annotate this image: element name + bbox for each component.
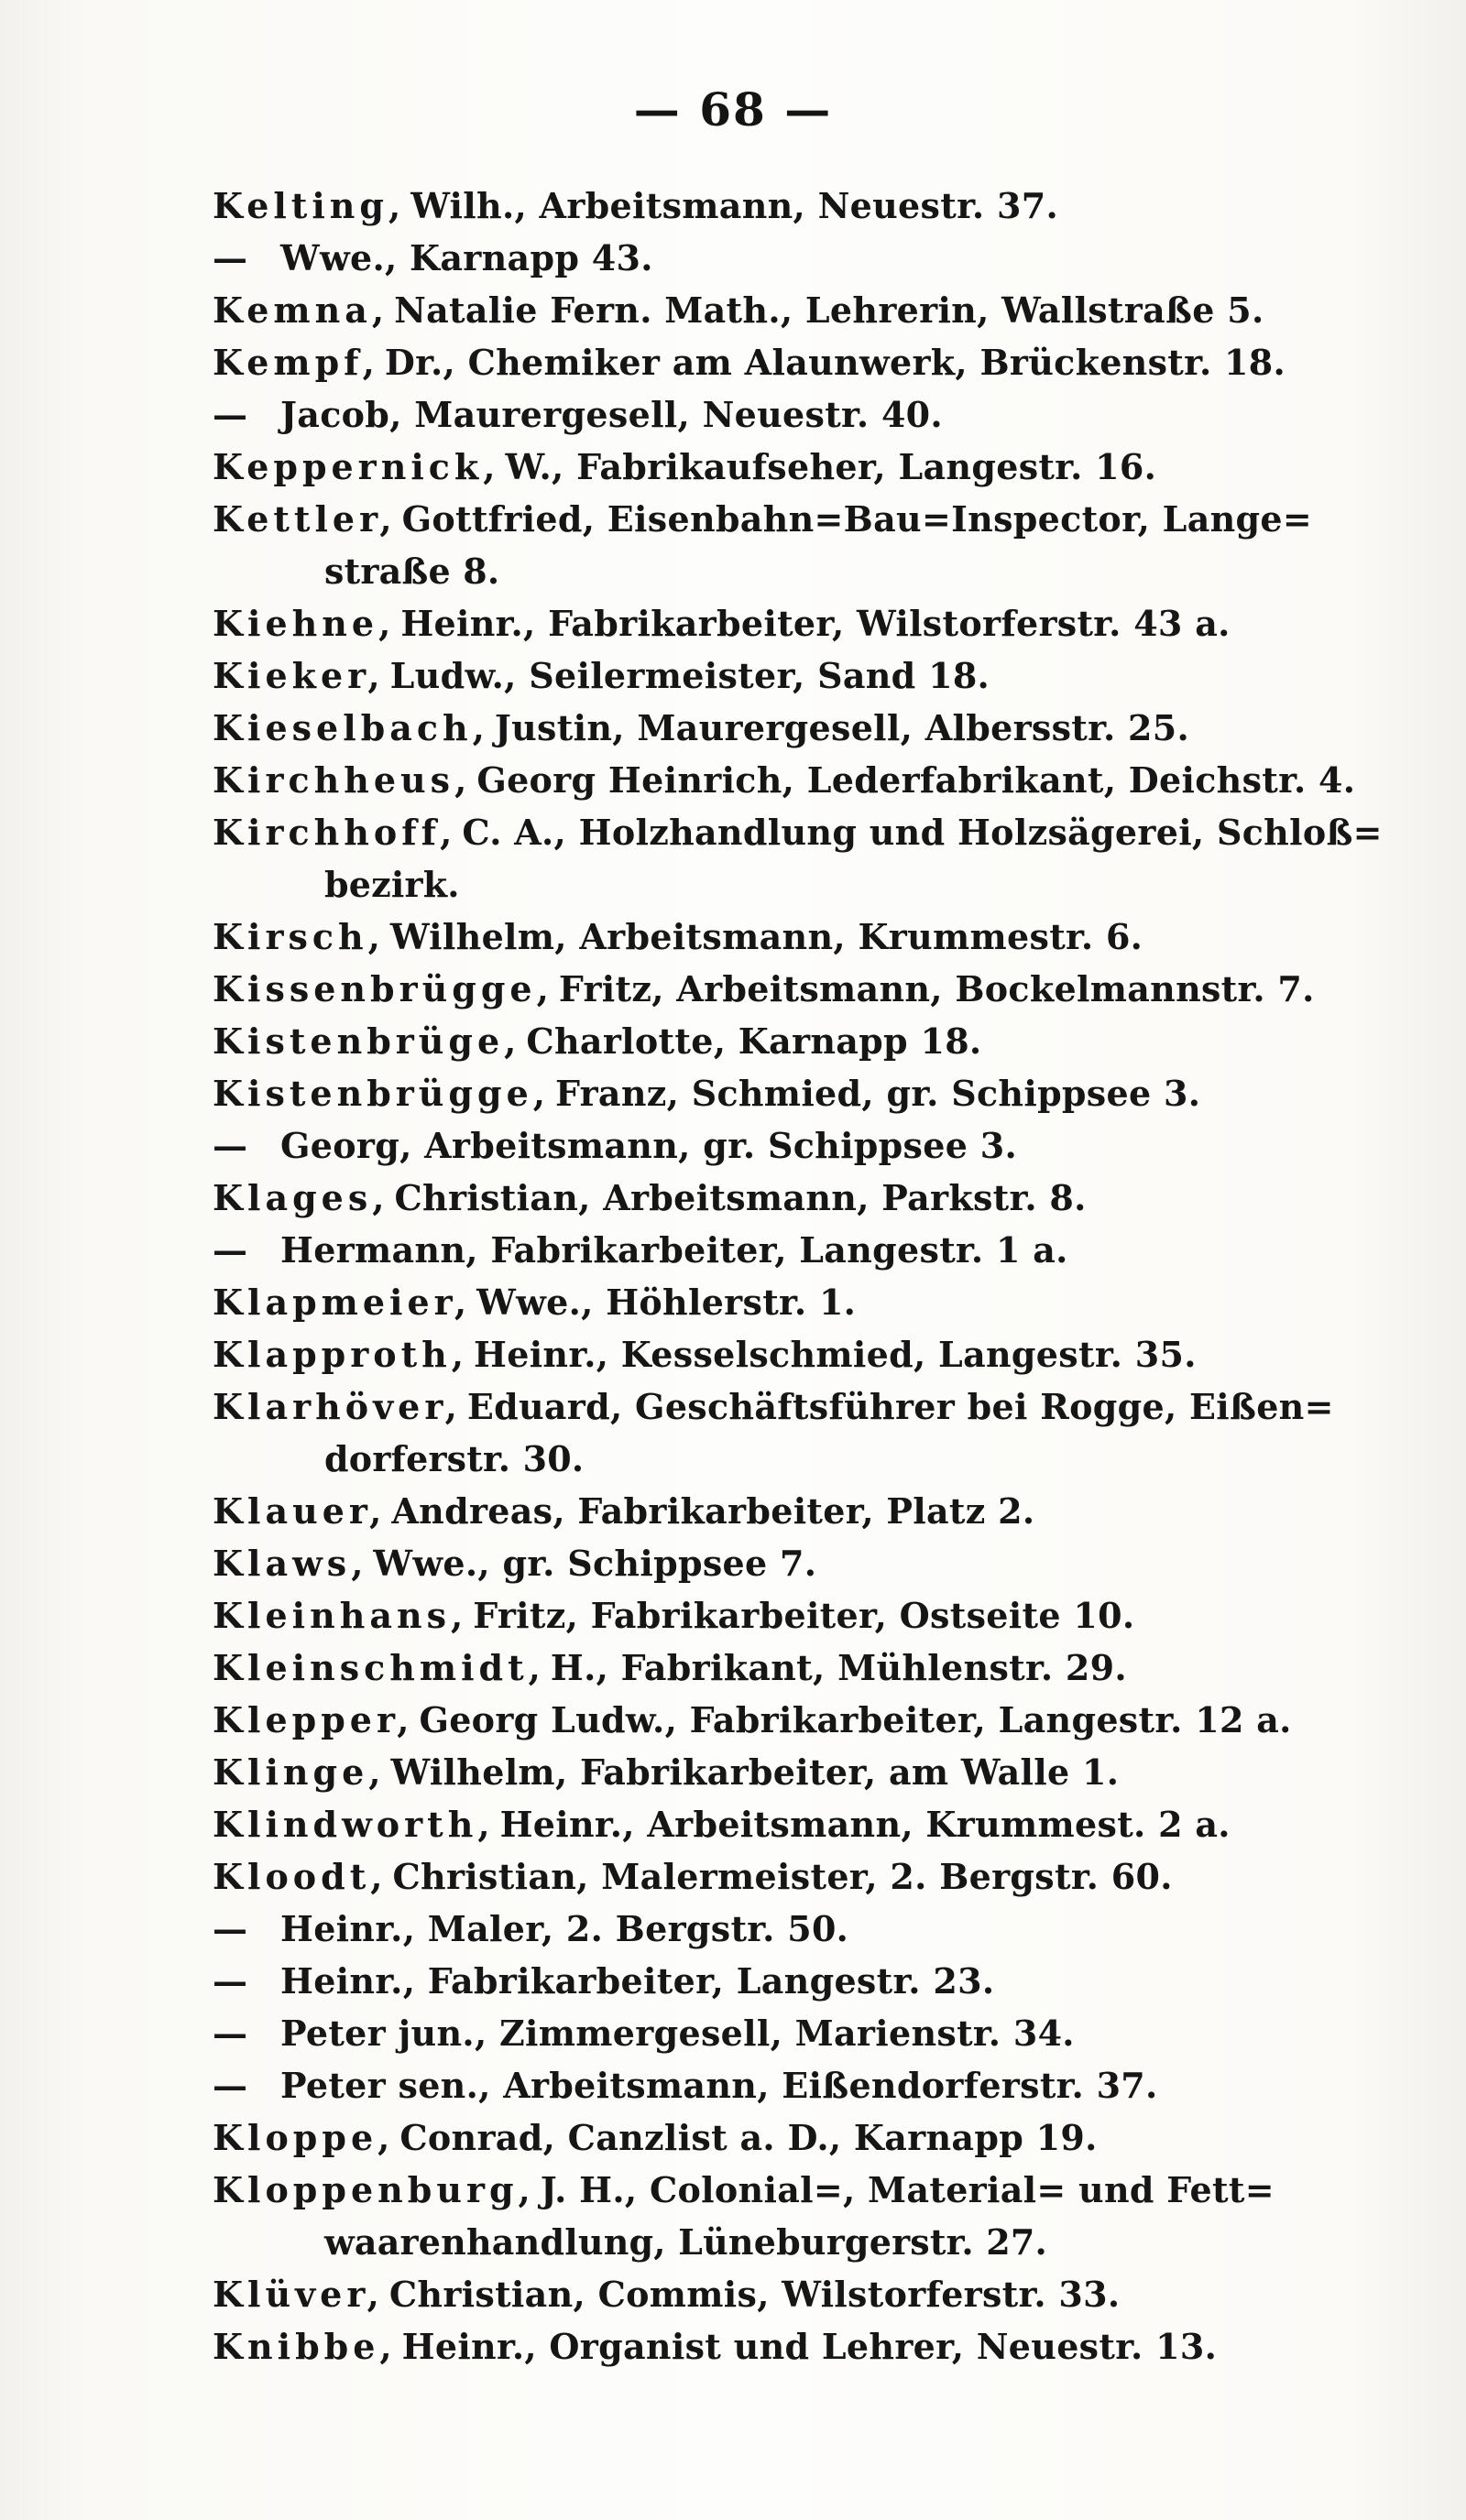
- entry-surname: Kistenbrügge,: [213, 1073, 550, 1114]
- entry-details: Wilh., Arbeitsmann, Neuestr. 37.: [410, 185, 1058, 226]
- entry-details: Heinr., Kesselschmied, Langestr. 35.: [474, 1334, 1197, 1375]
- directory-entry: [213, 1119, 1404, 1172]
- entry-surname: Kettler,: [213, 498, 397, 540]
- entry-details: Gottfried, Eisenbahn=Bau=Inspector, Lange=: [401, 498, 1313, 540]
- directory-entry: [213, 2111, 1404, 2164]
- ditto-dash: —: [213, 394, 247, 435]
- entry-details: Ludw., Seilermeister, Sand 18.: [389, 655, 990, 696]
- directory-entry: [213, 2268, 1404, 2320]
- entry-details: Peter jun., Zimmergesell, Marienstr. 34.: [280, 2013, 1075, 2054]
- entry-surname: Kistenbrüge,: [213, 1020, 521, 1062]
- ditto-dash: —: [213, 1125, 247, 1166]
- directory-entry: [213, 1015, 1404, 1067]
- ditto-dash: —: [213, 237, 247, 278]
- entry-surname: Klüver,: [213, 2274, 384, 2315]
- ditto-dash: —: [213, 2013, 247, 2054]
- entry-details: Heinr., Maler, 2. Bergstr. 50.: [280, 1908, 849, 1949]
- directory-entry: [213, 493, 1404, 597]
- directory-entry: [213, 1955, 1404, 2007]
- entry-surname: Klauer,: [213, 1490, 387, 1532]
- ditto-dash: —: [213, 1960, 247, 2002]
- directory-entry: [213, 1537, 1404, 1589]
- ditto-dash: —: [213, 2065, 247, 2106]
- entry-surname: Kleinhans,: [213, 1595, 468, 1636]
- entry-details: Eduard, Geschäftsführer bei Rogge, Eißen=: [466, 1386, 1334, 1427]
- directory-entry: [213, 963, 1404, 1015]
- entry-details: W., Fabrikaufseher, Langestr. 16.: [505, 446, 1157, 487]
- directory-entry: [213, 1694, 1404, 1746]
- entry-surname: Klaws,: [213, 1543, 368, 1584]
- entry-details: Fritz, Arbeitsmann, Bockelmannstr. 7.: [558, 968, 1315, 1009]
- entry-details: Heinr., Organist und Lehrer, Neuestr. 13.: [401, 2326, 1218, 2367]
- entry-surname: Kieselbach,: [213, 707, 489, 748]
- directory-entry: [213, 597, 1404, 649]
- directory-entry: [213, 284, 1404, 336]
- entry-surname: Klindworth,: [213, 1804, 495, 1845]
- directory-entry: [213, 1380, 1404, 1485]
- entry-surname: Kiehne,: [213, 603, 396, 644]
- directory-entry: [213, 1642, 1404, 1694]
- entry-surname: Kemna,: [213, 289, 389, 331]
- entry-surname: Kloppenburg,: [213, 2169, 535, 2210]
- entry-details: Georg Heinrich, Lederfabrikant, Deichstr. 4.: [476, 759, 1356, 801]
- entry-details: Wilhelm, Arbeitsmann, Krummestr. 6.: [389, 916, 1143, 957]
- entry-details: Franz, Schmied, gr. Schippsee 3.: [554, 1073, 1201, 1114]
- entry-surname: Keppernick,: [213, 446, 500, 487]
- entry-details: Heinr., Fabrikarbeiter, Langestr. 23.: [280, 1960, 995, 2002]
- entry-details: Wwe., Höhlerstr. 1.: [476, 1282, 857, 1323]
- directory-entry: [213, 1328, 1404, 1380]
- directory-entry: [213, 2059, 1404, 2111]
- entry-continuation: waarenhandlung, Lüneburgerstr. 27.: [324, 2221, 1047, 2263]
- entry-details: Hermann, Fabrikarbeiter, Langestr. 1 a.: [280, 1229, 1068, 1271]
- entry-details: Christian, Arbeitsmann, Parkstr. 8.: [394, 1177, 1087, 1218]
- entry-details: Dr., Chemiker am Alaunwerk, Brückenstr. 18.: [384, 342, 1286, 383]
- entry-continuation: bezirk.: [324, 864, 460, 905]
- directory-entry: [213, 754, 1404, 806]
- entry-surname: Kloppe,: [213, 2117, 395, 2158]
- entry-surname: Klarhöver,: [213, 1386, 462, 1427]
- entry-details: Christian, Commis, Wilstorferstr. 33.: [388, 2274, 1121, 2315]
- directory-list: [213, 180, 1404, 2373]
- directory-entry: [213, 441, 1404, 493]
- directory-entry: [213, 1798, 1404, 1850]
- entry-details: Wwe., gr. Schippsee 7.: [373, 1543, 817, 1584]
- entry-surname: Kloodt,: [213, 1856, 388, 1897]
- directory-entry: [213, 1903, 1404, 1955]
- directory-entry: [213, 1485, 1404, 1537]
- entry-surname: Klapproth,: [213, 1334, 469, 1375]
- directory-entry: [213, 336, 1404, 388]
- entry-details: H., Fabrikant, Mühlenstr. 29.: [550, 1647, 1127, 1688]
- entry-details: Justin, Maurergesell, Albersstr. 25.: [494, 707, 1190, 748]
- entry-surname: Kleinschmidt,: [213, 1647, 545, 1688]
- directory-entry: [213, 388, 1404, 441]
- directory-entry: [213, 1172, 1404, 1224]
- entry-details: Fritz, Fabrikarbeiter, Ostseite 10.: [473, 1595, 1135, 1636]
- entry-details: Peter sen., Arbeitsmann, Eißendorferstr. 37.: [280, 2065, 1158, 2106]
- directory-entry: [213, 1589, 1404, 1642]
- entry-details: Christian, Malermeister, 2. Bergstr. 60.: [392, 1856, 1173, 1897]
- entry-surname: Klapmeier,: [213, 1282, 472, 1323]
- entry-continuation: dorferstr. 30.: [324, 1438, 585, 1479]
- entry-details: Jacob, Maurergesell, Neuestr. 40.: [280, 394, 943, 435]
- directory-entry: [213, 911, 1404, 963]
- directory-entry: [213, 1746, 1404, 1798]
- entry-details: Heinr., Arbeitsmann, Krummest. 2 a.: [499, 1804, 1231, 1845]
- entry-surname: Kirchhoff,: [213, 812, 457, 853]
- entry-continuation: straße 8.: [324, 551, 500, 592]
- directory-entry: [213, 1850, 1404, 1903]
- directory-entry: [213, 2164, 1404, 2268]
- entry-details: Georg Ludw., Fabrikarbeiter, Langestr. 12 a.: [419, 1699, 1292, 1740]
- entry-surname: Kieker,: [213, 655, 385, 696]
- entry-details: C. A., Holzhandlung und Holzsägerei, Schloß=: [462, 812, 1383, 853]
- entry-surname: Klinge,: [213, 1751, 386, 1793]
- entry-details: Andreas, Fabrikarbeiter, Platz 2.: [391, 1490, 1035, 1532]
- directory-entry: [213, 2320, 1404, 2373]
- directory-entry: [213, 702, 1404, 754]
- entry-details: J. H., Colonial=, Material= und Fett=: [540, 2169, 1275, 2210]
- entry-details: Heinr., Fabrikarbeiter, Wilstorferstr. 43 a.: [400, 603, 1231, 644]
- entry-details: Natalie Fern. Math., Lehrerin, Wallstraße 5.: [394, 289, 1264, 331]
- directory-entry: [213, 806, 1404, 911]
- ditto-dash: —: [213, 1908, 247, 1949]
- entry-surname: Kirsch,: [213, 916, 385, 957]
- directory-entry: [213, 649, 1404, 702]
- entry-details: Charlotte, Karnapp 18.: [526, 1020, 982, 1062]
- directory-entry: [213, 180, 1404, 232]
- entry-details: Wilhelm, Fabrikarbeiter, am Walle 1.: [390, 1751, 1120, 1793]
- page-number: — 68 —: [633, 82, 833, 136]
- entry-details: Conrad, Canzlist a. D., Karnapp 19.: [399, 2117, 1098, 2158]
- ditto-dash: —: [213, 1229, 247, 1271]
- entry-surname: Kirchheus,: [213, 759, 472, 801]
- entry-details: Wwe., Karnapp 43.: [280, 237, 653, 278]
- entry-details: Georg, Arbeitsmann, gr. Schippsee 3.: [280, 1125, 1017, 1166]
- directory-entry: [213, 2007, 1404, 2059]
- entry-surname: Kempf,: [213, 342, 379, 383]
- directory-entry: [213, 1276, 1404, 1328]
- directory-entry: [213, 1224, 1404, 1276]
- entry-surname: Klages,: [213, 1177, 389, 1218]
- entry-surname: Kissenbrügge,: [213, 968, 553, 1009]
- entry-surname: Knibbe,: [213, 2326, 397, 2367]
- entry-surname: Klepper,: [213, 1699, 414, 1740]
- directory-entry: [213, 1067, 1404, 1119]
- entry-surname: Kelting,: [213, 185, 406, 226]
- directory-entry: [213, 232, 1404, 284]
